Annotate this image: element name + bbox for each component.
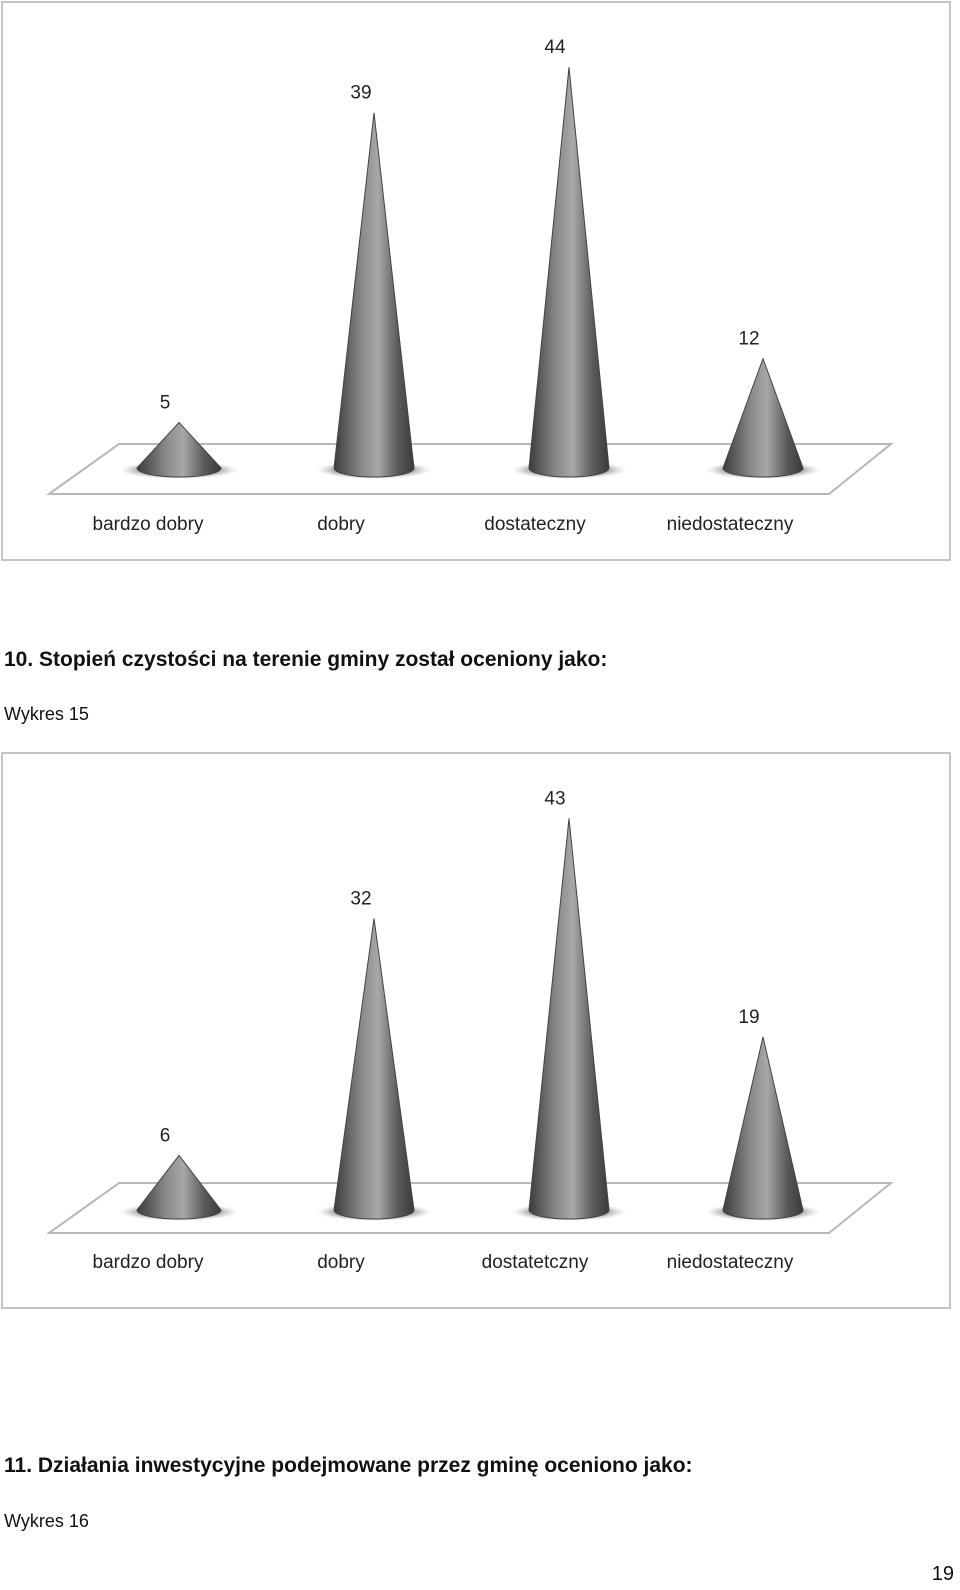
cone-bar	[334, 918, 414, 1219]
cone-bar	[334, 113, 414, 477]
cone-chart-15-svg	[3, 754, 949, 1307]
category-label: dostateczny	[484, 514, 586, 535]
cone-bar	[529, 818, 609, 1219]
cone-chart-top-svg	[3, 3, 949, 559]
category-label: niedostateczny	[666, 1252, 794, 1273]
data-value-label: 6	[159, 1125, 171, 1147]
page-number: 19	[931, 1563, 954, 1585]
category-label: dostatetczny	[481, 1252, 589, 1273]
data-value-label: 32	[350, 888, 372, 910]
section-heading-11: 11. Działania inwestycyjne podejmowane przez gminę oceniono jako:	[4, 1454, 693, 1477]
cone-chart-15	[1, 752, 951, 1309]
category-label: dobry	[317, 514, 365, 535]
data-value-label: 43	[544, 788, 566, 810]
data-value-label: 5	[159, 392, 171, 414]
chart-caption-15: Wykres 15	[4, 704, 89, 724]
data-value-label: 39	[350, 82, 372, 104]
category-label: dobry	[317, 1252, 365, 1273]
data-value-label: 44	[544, 37, 566, 59]
data-value-label: 12	[738, 328, 760, 350]
cone-bar	[529, 67, 609, 477]
category-label: bardzo dobry	[92, 1252, 204, 1273]
data-value-label: 19	[738, 1006, 760, 1028]
cone-bar	[723, 1037, 803, 1219]
category-label: bardzo dobry	[92, 514, 204, 535]
category-label: niedostateczny	[666, 514, 794, 535]
cone-chart-top	[1, 1, 951, 561]
chart-caption-16: Wykres 16	[4, 1511, 89, 1531]
cone-bar	[723, 359, 803, 477]
section-heading-10: 10. Stopień czystości na terenie gminy został oceniony jako:	[4, 648, 608, 671]
